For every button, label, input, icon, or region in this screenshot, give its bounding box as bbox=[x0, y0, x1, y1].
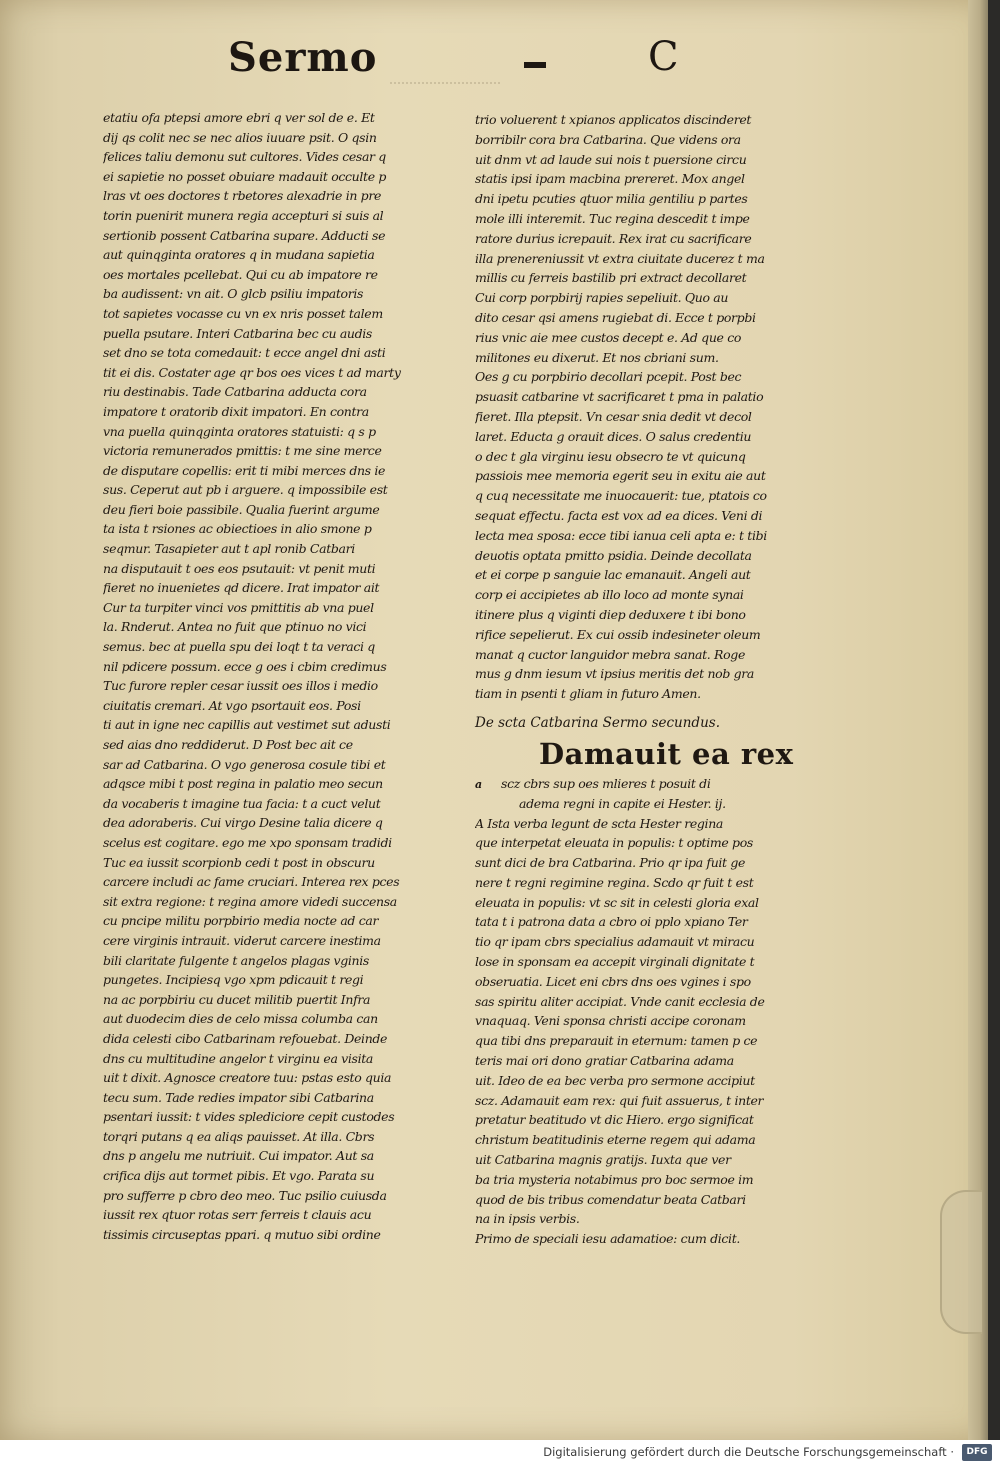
text-line: Oes g cu porpbirio decollari pcepit. Post bec bbox=[475, 369, 742, 385]
text-line: rifice sepelierut. Ex cui ossib indesineter oleum bbox=[475, 626, 761, 642]
text-line: tit ei dis. Costater age qr bos oes vices t ad marty bbox=[103, 364, 401, 380]
text-line: ti aut in igne nec capillis aut vestimet sut adusti bbox=[103, 717, 391, 733]
text-line: aut duodecim dies de celo missa columba can bbox=[103, 1011, 378, 1027]
text-line: q cuq necessitate me inuocauerit: tue, ptatois co bbox=[475, 488, 767, 504]
text-line: deu fieri boie passibile. Qualia fuerint argume bbox=[103, 501, 380, 517]
text-line: statis ipsi ipam macbina prereret. Mox angel bbox=[475, 171, 745, 187]
text-line: na disputauit t oes eos psutauit: vt penit muti bbox=[103, 560, 376, 576]
text-line: la. Rnderut. Antea no fuit que ptinuo no vici bbox=[103, 619, 367, 635]
text-line: carcere includi ac fame cruciari. Interea rex pces bbox=[103, 874, 400, 890]
text-line: Tuc furore repler cesar iussit oes illos i medio bbox=[103, 678, 378, 694]
text-line: de disputare copellis: erit ti mibi merces dns ie bbox=[103, 462, 386, 478]
text-line: trio voluerent t xpianos applicatos discinderet bbox=[475, 112, 752, 127]
text-line: tiam in psenti t gliam in futuro Amen. bbox=[475, 686, 701, 702]
text-line: tecu sum. Tade redies impator sibi Catbarina bbox=[103, 1089, 374, 1105]
left-column bbox=[103, 108, 441, 1244]
text-line: Tuc ea iussit scorpionb cedi t post in obscuru bbox=[103, 854, 375, 870]
right-column-top-text bbox=[475, 110, 820, 704]
text-line: Primo de speciali iesu adamatioe: cum dicit. bbox=[475, 1231, 740, 1247]
text-line: dida celesti cibo Catbarinam refouebat. Deinde bbox=[103, 1030, 388, 1046]
text-line: tot sapietes vocasse cu vn ex nris posset talem bbox=[103, 305, 383, 321]
text-line: pro sufferre p cbro deo meo. Tuc psilio cuiusda bbox=[103, 1187, 387, 1203]
text-line: Cur ta turpiter vinci vos pmittitis ab vna puel bbox=[103, 599, 374, 615]
text-line: psuasit catbarine vt sacrificaret t pma in palatio bbox=[475, 389, 764, 405]
text-line: lose in sponsam ea accepit virginali dignitate t bbox=[475, 954, 755, 970]
text-line: cu pncipe militu porpbirio media nocte ad car bbox=[103, 913, 379, 929]
text-line: nil pdicere possum. ecce g oes i cbim credimus bbox=[103, 658, 387, 674]
text-line: millis cu ferreis bastilib pri extract decollaret bbox=[475, 270, 747, 286]
text-line: impatore t oratorib dixit impatori. En contra bbox=[103, 403, 369, 419]
text-line: corp ei accipietes ab illo loco ad monte synai bbox=[475, 587, 744, 603]
text-line: sar ad Catbarina. O vgo generosa cosule tibi et bbox=[103, 756, 386, 772]
text-line: sit extra regione: t regina amore videdi succensa bbox=[103, 893, 397, 909]
text-line: mus g dnm iesum vt ipsius meritis det nob gra bbox=[475, 666, 755, 682]
text-line: itinere plus q viginti diep deduxere t ibi bono bbox=[475, 606, 746, 622]
text-line: illa prenereniussit vt extra ciuitate ducerez t ma bbox=[475, 250, 765, 266]
text-line: obseruatia. Licet eni cbrs dns oes vgines i spo bbox=[475, 973, 751, 989]
text-line: dns p angelu me nutriuit. Cui impator. Aut sa bbox=[103, 1148, 374, 1164]
text-line: seqmur. Tasapieter aut t apl ronib Catbari bbox=[103, 541, 355, 557]
text-line: A Ista verba legunt de scta Hester regina bbox=[475, 815, 724, 831]
text-line: na in ipsis verbis. bbox=[475, 1211, 580, 1227]
incipit-line: adema regni in capite ei Hester. ij. bbox=[519, 795, 726, 811]
text-line: etatiu ofa ptepsi amore ebri q ver sol de e. Et bbox=[103, 110, 375, 125]
text-line: dni ipetu pcuties qtuor milia gentiliu p partes bbox=[475, 191, 748, 207]
text-line: aut quinqginta oratores q in mudana sapietia bbox=[103, 247, 375, 263]
text-line: quod de bis tribus comendatur beata Catbari bbox=[475, 1191, 746, 1207]
header-dash bbox=[524, 62, 546, 68]
text-line: tissimis circuseptas ppari. q mutuo sibi ordine bbox=[103, 1226, 381, 1242]
dfg-logo: DFG bbox=[962, 1444, 992, 1461]
text-line: vnaquaq. Veni sponsa christi accipe coronam bbox=[475, 1013, 746, 1029]
text-line: uit Catbarina magnis gratijs. Iuxta que ver bbox=[475, 1152, 731, 1168]
text-line: torin puenirit munera regia accepturi si suis al bbox=[103, 207, 384, 223]
text-line: felices taliu demonu sut cultores. Vides cesar q bbox=[103, 149, 386, 165]
incipit-line: scz cbrs sup oes mlieres t posuit di bbox=[501, 775, 711, 791]
text-line: scz. Adamauit eam rex: qui fuit assuerus, t inter bbox=[475, 1092, 764, 1108]
text-line: set dno se tota comedauit: t ecce angel dni asti bbox=[103, 345, 386, 361]
text-line: laret. Educta g orauit dices. O salus credentiu bbox=[475, 428, 752, 444]
text-line: scelus est cogitare. ego me xpo sponsam tradidi bbox=[103, 834, 392, 850]
text-line: riu destinabis. Tade Catbarina adducta cora bbox=[103, 384, 367, 400]
text-line: christum beatitudinis eterne regem qui adama bbox=[475, 1132, 756, 1148]
text-line: pungetes. Incipiesq vgo xpm pdicauit t regi bbox=[103, 972, 364, 988]
sermon-incipit bbox=[475, 774, 820, 814]
text-line: borribilr cora bra Catbarina. Que videns ora bbox=[475, 131, 741, 147]
text-line: passiois mee memoria egerit seu in exitu aie aut bbox=[475, 468, 766, 484]
sermon-initial: a bbox=[475, 777, 482, 791]
text-line: sunt dici de bra Catbarina. Prio qr ipa fuit ge bbox=[475, 855, 746, 871]
text-line: rius vnic aie mee custos decept e. Ad que co bbox=[475, 329, 742, 345]
text-line: et ei corpe p sanguie lac emanauit. Angeli aut bbox=[475, 567, 751, 583]
sermon-title: Damauit ea rex bbox=[539, 736, 794, 771]
text-line: uit dnm vt ad laude sui nois t puersione circu bbox=[475, 151, 747, 167]
text-line: sus. Ceperut aut pb i arguere. q impossibile est bbox=[103, 482, 388, 498]
text-line: bili claritate fulgente t angelos plagas vginis bbox=[103, 952, 369, 968]
text-line: lecta mea sposa: ecce tibi ianua celi apta e: t tibi bbox=[475, 527, 767, 543]
text-line: mole illi interemit. Tuc regina descedit t impe bbox=[475, 210, 750, 226]
text-line: lras vt oes doctores t rbetores alexadrie in pre bbox=[103, 188, 381, 204]
text-line: manat q cuctor languidor mebra sanat. Roge bbox=[475, 646, 745, 662]
right-column bbox=[475, 110, 820, 1249]
text-line: uit t dixit. Agnosce creatore tuu: pstas esto quia bbox=[103, 1070, 392, 1086]
right-column-bottom-text bbox=[475, 814, 820, 1250]
text-line: militones eu dixerut. Et nos cbriani sum. bbox=[475, 349, 719, 365]
text-line: que interpetat eleuata in populis: t optime pos bbox=[475, 835, 753, 851]
text-line: eleuata in populis: vt sc sit in celesti gloria exal bbox=[475, 894, 759, 910]
funding-credit: Digitalisierung gefördert durch die Deutsche Forschungsgemeinschaft · bbox=[543, 1445, 954, 1459]
text-line: dij qs colit nec se nec alios iuuare psit. O qsin bbox=[103, 129, 377, 145]
text-line: ba tria mysteria notabimus pro boc sermoe im bbox=[475, 1171, 754, 1187]
sermon-heading: De scta Catbarina Sermo secundus. bbox=[475, 714, 720, 731]
text-line: cere virginis intrauit. viderut carcere inestima bbox=[103, 932, 381, 948]
text-line: o dec t gla virginu iesu obsecro te vt quicunq bbox=[475, 448, 746, 464]
text-line: tio qr ipam cbrs specialius adamauit vt miracu bbox=[475, 934, 755, 950]
text-line: sertionib possent Catbarina supare. Adducti se bbox=[103, 227, 386, 243]
text-line: fieret. Illa ptepsit. Vn cesar snia dedit vt decol bbox=[475, 408, 752, 424]
text-line: tata t i patrona data a cbro oi pplo xpiano Ter bbox=[475, 914, 748, 930]
page-clip-tab bbox=[940, 1190, 982, 1334]
text-line: da vocaberis t imagine tua facia: t a cuct velut bbox=[103, 795, 381, 811]
text-line: sas spiritu aliter accipiat. Vnde canit ecclesia de bbox=[475, 993, 765, 1009]
text-line: adqsce mibi t post regina in palatio meo secun bbox=[103, 776, 383, 792]
text-line: fieret no inuenietes qd dicere. Irat impator ait bbox=[103, 580, 380, 596]
page-header bbox=[0, 28, 988, 98]
text-line: nere t regni regimine regina. Scdo qr fuit t est bbox=[475, 874, 754, 890]
text-line: psentari iussit: t vides splediciore cepit custodes bbox=[103, 1109, 395, 1125]
text-line: vna puella quinqginta oratores statuisti: q s p bbox=[103, 423, 376, 439]
text-line: victoria remunerados pmittis: t me sine merce bbox=[103, 443, 382, 459]
text-line: dito cesar qsi amens rugiebat di. Ecce t porpbi bbox=[475, 309, 756, 325]
text-line: teris mai ori dono gratiar Catbarina adama bbox=[475, 1053, 734, 1069]
text-line: qua tibi dns preparauit in eternum: tamen p ce bbox=[475, 1033, 758, 1049]
text-line: semus. bec at puella spu dei loqt t ta veraci q bbox=[103, 639, 375, 655]
footer-bar bbox=[0, 1440, 1000, 1466]
running-title: Sermo bbox=[228, 34, 378, 81]
text-line: ta ista t rsiones ac obiectioes in alio smone p bbox=[103, 521, 372, 537]
faded-ink bbox=[390, 66, 500, 84]
text-line: torqri putans q ea aliqs pauisset. At illa. Cbrs bbox=[103, 1128, 375, 1144]
text-line: ba audissent: vn ait. O glcb psiliu impatoris bbox=[103, 286, 364, 302]
text-line: ratore durius icrepauit. Rex irat cu sacrificare bbox=[475, 230, 752, 246]
text-line: uit. Ideo de ea bec verba pro sermone accipiut bbox=[475, 1072, 755, 1088]
text-line: oes mortales pcellebat. Qui cu ab impatore re bbox=[103, 266, 378, 282]
text-line: Cui corp porpbirij rapies sepeliuit. Quo au bbox=[475, 290, 729, 306]
text-line: puella psutare. Interi Catbarina bec cu audis bbox=[103, 325, 372, 341]
text-line: deuotis optata pmitto psidia. Deinde decollata bbox=[475, 547, 752, 563]
text-line: na ac porpbiriu cu ducet militib puertit Infra bbox=[103, 991, 371, 1007]
text-line: pretatur beatitudo vt dic Hiero. ergo significat bbox=[475, 1112, 754, 1128]
folio-number: C bbox=[648, 34, 679, 80]
text-line: ei sapietie no posset obuiare madauit occulte p bbox=[103, 168, 387, 184]
text-line: dns cu multitudine angelor t virginu ea visita bbox=[103, 1050, 374, 1066]
text-line: iussit rex qtuor rotas serr ferreis t clauis acu bbox=[103, 1207, 372, 1223]
text-line: sed aias dno reddiderut. D Post bec ait ce bbox=[103, 737, 353, 752]
text-line: ciuitatis cremari. At vgo psortauit eos. Posi bbox=[103, 697, 361, 713]
text-line: sequat effectu. facta est vox ad ea dices. Veni di bbox=[475, 507, 763, 523]
text-line: dea adoraberis. Cui virgo Desine talia dicere q bbox=[103, 815, 383, 831]
text-line: crifica dijs aut tormet pibis. Et vgo. Parata su bbox=[103, 1168, 375, 1184]
